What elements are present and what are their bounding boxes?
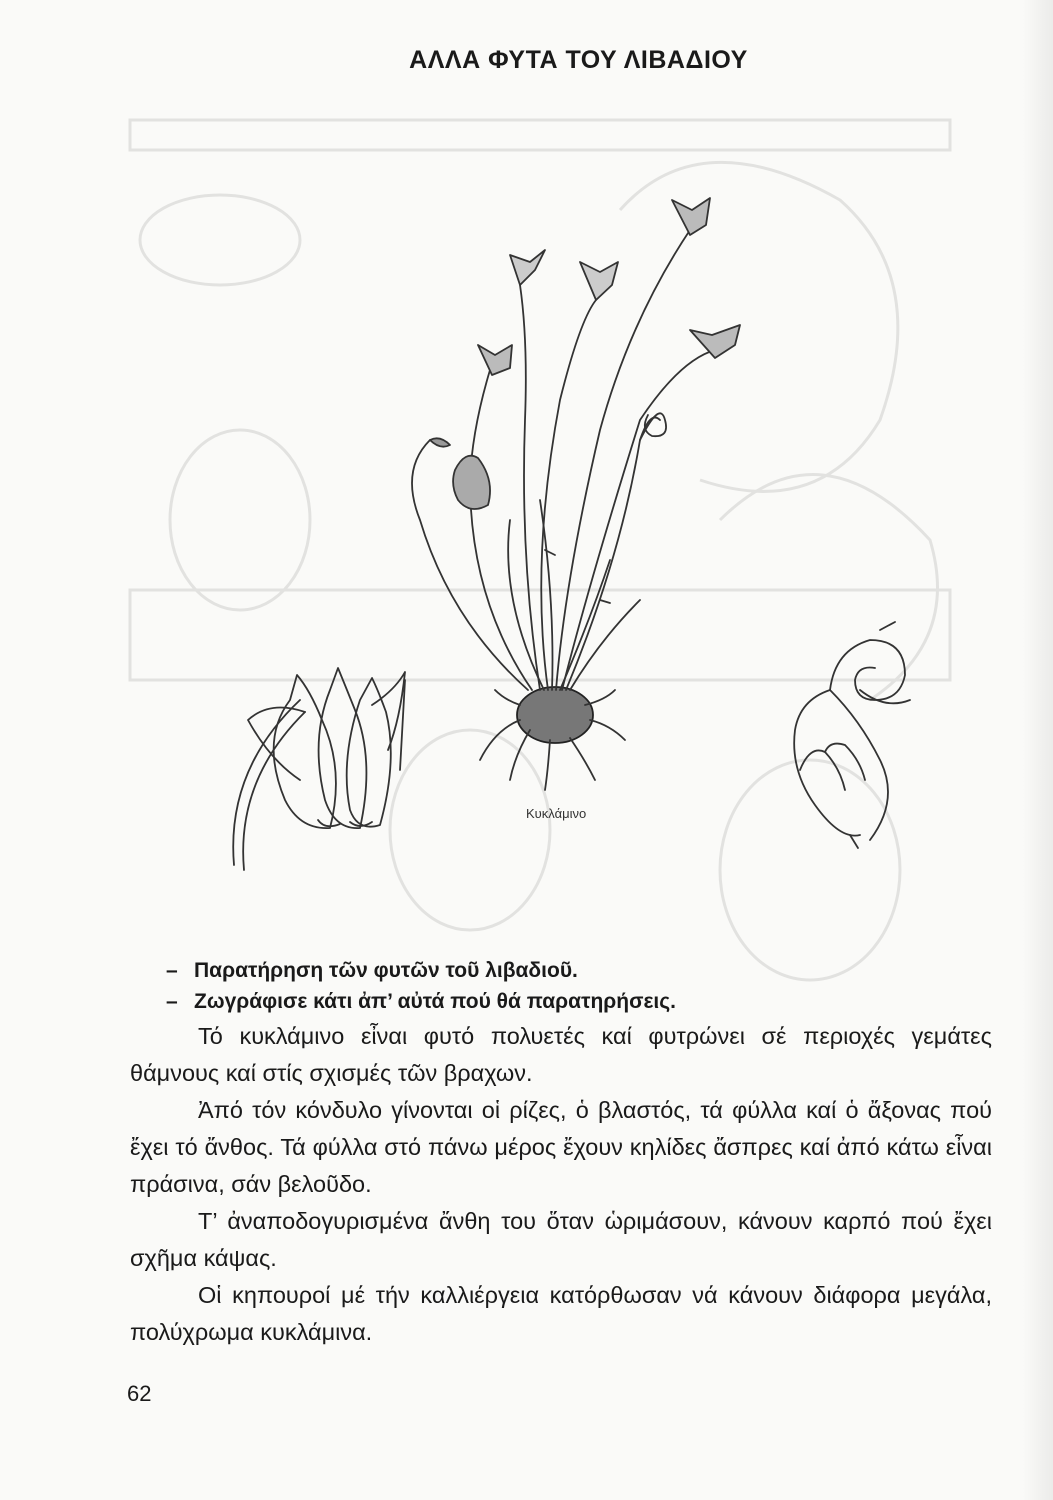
illustration-caption: Κυκλάμινο (526, 806, 587, 821)
cyclamen-plant-icon (412, 198, 740, 790)
instruction-item (166, 955, 986, 986)
fruit-capsule-icon (794, 622, 910, 848)
paragraph: Οἱ κηπουροί μέ τήν καλλιέργεια κατόρθωσαν νά κάνουν διάφορα μεγάλα, πολύχρωμα κυκλάμινα. (130, 1282, 992, 1345)
list-dash: – (166, 959, 178, 982)
instruction-text: Ζωγράφισε κάτι ἀπ’ αὐτά πού θά παρατηρήσεις. (194, 990, 677, 1013)
body-text (130, 1018, 992, 1351)
paragraph: Τ’ ἀναποδογυρισμένα ἄνθη του ὅταν ὡριμάσουν, κάνουν καρπό πού ἔχει σχῆμα κάψας. (130, 1208, 992, 1271)
instruction-item (166, 986, 986, 1017)
instruction-text: Παρατήρηση τῶν φυτῶν τοῦ λιβαδιοῦ. (194, 959, 578, 982)
page-title: ΑΛΛΑ ΦΥΤΑ ΤΟΥ ΛΙΒΑΔΙΟΥ (409, 46, 748, 74)
instruction-list (166, 955, 986, 1017)
paragraph: Τό κυκλάμινο εἶναι φυτό πολυετές καί φυτρώνει σέ περιοχές γεμάτες θάμνους καί στίς σχισμές τῶν βραχων. (130, 1023, 992, 1086)
list-dash: – (166, 990, 178, 1013)
page-number: 62 (127, 1381, 152, 1406)
flower-detail-icon (233, 668, 405, 870)
paragraph: Ἀπό τόν κόνδυλο γίνονται οἱ ρίζες, ὁ βλαστός, τά φύλλα καί ὁ ἄξονας πού ἔχει τό ἄνθος. Τά φύλλα στό πάνω μέρος ἔχουν κηλίδες ἄσπρες καί ἀπό κάτω εἶναι πράσινα, σάν βελοῦδο. (130, 1097, 992, 1197)
